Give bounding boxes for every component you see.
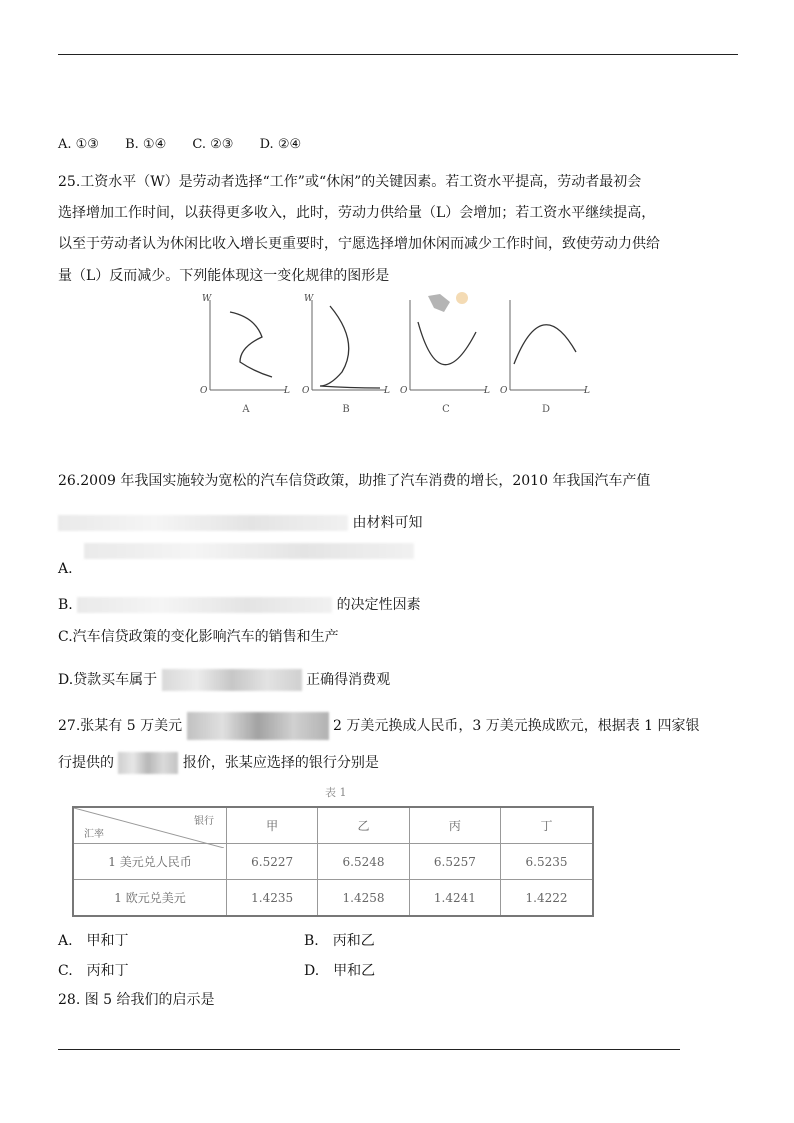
q27-line-2-head: 行提供的 — [58, 755, 114, 771]
bank-header-jia: 甲 — [227, 807, 318, 844]
q26-option-d-label: D.贷款买车属于 — [58, 672, 158, 688]
q27-option-d: D. 甲和乙 — [304, 963, 376, 979]
table-cell: 6.5248 — [318, 844, 409, 880]
q27-line-1 — [58, 712, 700, 740]
q24-option-d: D. ②④ — [259, 137, 302, 152]
graph-a-label: A — [242, 404, 250, 415]
graph-a-y-axis-label: W — [202, 294, 212, 304]
graph-c-x-axis-label: L — [484, 386, 490, 396]
graph-a-origin-label: O — [200, 386, 208, 396]
faded-text-region — [77, 597, 332, 613]
q26-option-c: C.汽车信贷政策的变化影响汽车的销售和生产 — [58, 629, 339, 645]
faded-text-region — [84, 543, 414, 559]
bank-header-yi: 乙 — [318, 807, 409, 844]
q27-option-c: C. 丙和丁 — [58, 963, 129, 979]
row-label: 1 美元兑人民币 — [73, 844, 227, 880]
table-row — [73, 844, 593, 880]
q25-graph-c — [400, 292, 492, 422]
graph-a-curve — [230, 312, 272, 377]
q27-option-b: B. 丙和乙 — [304, 933, 375, 949]
q26-line-2-tail: 由材料可知 — [352, 515, 423, 531]
top-rule — [58, 54, 738, 55]
table-cell: 6.5257 — [409, 844, 500, 880]
q25-line-3: 以至于劳动者认为休闲比收入增长更重要时，宁愿选择增加休闲而减少工作时间，致使劳动力供给 — [58, 236, 660, 252]
bottom-rule — [58, 1049, 680, 1050]
exchange-rate-table — [72, 806, 594, 917]
bank-header-ding: 丁 — [501, 807, 593, 844]
table-cell: 6.5235 — [501, 844, 593, 880]
corner-top-label: 银行 — [194, 816, 214, 827]
q25-graph-d — [500, 292, 592, 422]
graph-c-smudge — [428, 294, 450, 312]
graph-c-svg — [400, 292, 492, 402]
graph-d-svg — [500, 292, 592, 402]
q26-option-d-tail: 正确得消费观 — [306, 672, 391, 688]
q26-option-d — [58, 669, 390, 691]
smudged-text-region — [187, 712, 329, 740]
q25-graph-b — [300, 292, 392, 422]
graph-b-curve — [320, 306, 380, 388]
table-caption: 表 1 — [325, 786, 347, 799]
graph-a-x-axis-label: L — [284, 386, 290, 396]
graph-b-origin-label: O — [302, 386, 310, 396]
table-cell: 1.4222 — [501, 880, 593, 917]
graph-c-origin-label: O — [400, 386, 408, 396]
q26-line-2 — [58, 513, 422, 533]
q25-line-1: 25.工资水平（W）是劳动者选择“工作”或“休闲”的关键因素。若工资水平提高，劳动者最初会 — [58, 174, 642, 190]
table-row — [73, 880, 593, 917]
smudged-text-region — [162, 669, 302, 691]
graph-b-y-axis-label: W — [304, 294, 314, 304]
graph-d-label: D — [541, 404, 551, 415]
q25-line-4: 量（L）反而减少。下列能体现这一变化规律的图形是 — [58, 268, 390, 284]
faded-text-region — [58, 515, 348, 531]
q24-option-c: C. ②③ — [192, 137, 234, 152]
graph-d-curve — [514, 325, 576, 364]
q25-line-2: 选择增加工作时间，以获得更多收入，此时，劳动力供给量（L）会增加；若工资水平继续提高， — [58, 205, 656, 221]
q27-option-a: A. 甲和丁 — [58, 933, 129, 949]
corner-bottom-label: 汇率 — [84, 829, 104, 840]
row-label: 1 欧元兑美元 — [73, 880, 227, 917]
table-cell: 1.4258 — [318, 880, 409, 917]
table-cell: 1.4235 — [227, 880, 318, 917]
graph-b-x-axis-label: L — [384, 386, 390, 396]
q27-line-1-tail: 2 万美元换成人民币，3 万美元换成欧元，根据表 1 四家银 — [332, 718, 700, 734]
q26-option-a-label: A. — [58, 561, 73, 577]
table-cell: 1.4241 — [409, 880, 500, 917]
q26-option-b — [58, 595, 421, 615]
q27-line-2-tail: 报价，张某应选择的银行分别是 — [182, 755, 379, 771]
table-corner-cell — [73, 807, 227, 844]
graph-a-svg — [200, 292, 292, 402]
graph-b-svg — [300, 292, 392, 402]
bank-header-bing: 丙 — [409, 807, 500, 844]
q26-option-a — [58, 547, 73, 577]
table-cell: 6.5227 — [227, 844, 318, 880]
graph-d-x-axis-label: L — [584, 386, 590, 396]
graph-c-curve — [418, 322, 476, 365]
q24-option-a: A. ①③ — [58, 137, 99, 152]
graph-d-origin-label: O — [500, 386, 508, 396]
graph-c-label: C — [442, 404, 450, 415]
table-header-row — [73, 807, 593, 844]
q26-line-1: 26.2009 年我国实施较为宽松的汽车信贷政策，助推了汽车消费的增长，2010 年我国汽车产值 — [58, 473, 651, 489]
q27-line-2 — [58, 752, 379, 774]
q27-line-1-head: 27.张某有 5 万美元 — [58, 718, 183, 734]
q28-line: 28. 图 5 给我们的启示是 — [58, 992, 215, 1008]
q25-graph-a — [200, 292, 292, 422]
graph-b-label: B — [342, 404, 350, 415]
smudged-text-region — [118, 752, 178, 774]
q26-option-b-tail: 的决定性因素 — [336, 597, 421, 613]
q24-options — [58, 135, 323, 155]
q24-option-b: B. ①④ — [125, 137, 167, 152]
q26-option-b-label: B. — [58, 597, 73, 613]
